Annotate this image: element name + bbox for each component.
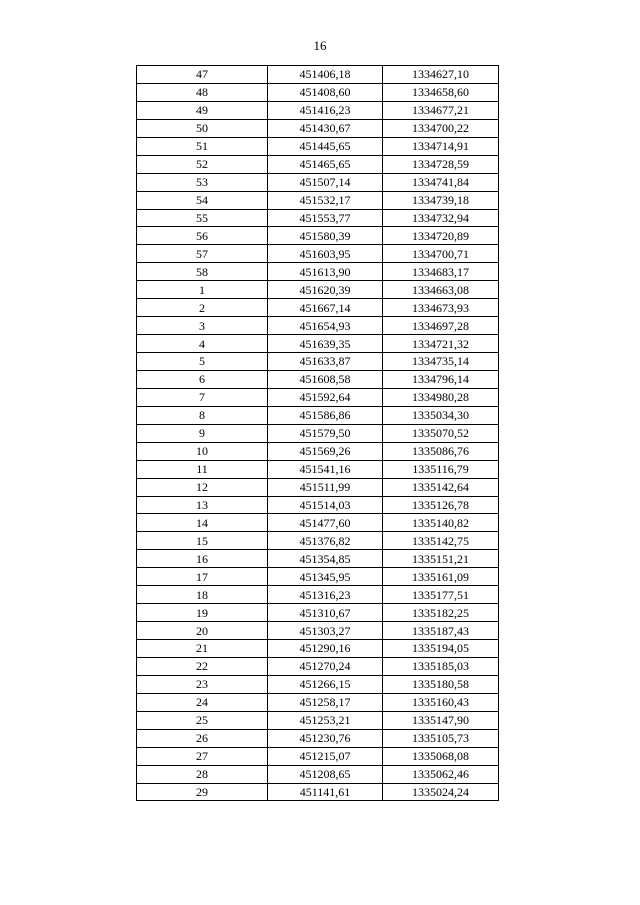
y-coordinate-cell: 1335068,08 (383, 747, 499, 765)
point-number-cell: 8 (137, 406, 268, 424)
table-row (137, 568, 499, 586)
point-number-cell: 57 (137, 245, 268, 263)
x-coordinate-cell: 451290,16 (268, 640, 383, 658)
y-coordinate-cell: 1335024,24 (383, 783, 499, 801)
x-coordinate-cell: 451633,87 (268, 353, 383, 371)
x-coordinate-cell: 451445,65 (268, 137, 383, 155)
point-number-cell: 49 (137, 101, 268, 119)
y-coordinate-cell: 1335160,43 (383, 693, 499, 711)
y-coordinate-cell: 1335147,90 (383, 711, 499, 729)
y-coordinate-cell: 1335126,78 (383, 496, 499, 514)
x-coordinate-cell: 451345,95 (268, 568, 383, 586)
table-row (137, 693, 499, 711)
x-coordinate-cell: 451586,86 (268, 406, 383, 424)
y-coordinate-cell: 1335194,05 (383, 640, 499, 658)
y-coordinate-cell: 1334700,22 (383, 119, 499, 137)
table-row (137, 353, 499, 371)
point-number-cell: 29 (137, 783, 268, 801)
x-coordinate-cell: 451667,14 (268, 299, 383, 317)
x-coordinate-cell: 451620,39 (268, 281, 383, 299)
x-coordinate-cell: 451579,50 (268, 424, 383, 442)
point-number-cell: 1 (137, 281, 268, 299)
table-row (137, 604, 499, 622)
y-coordinate-cell: 1334739,18 (383, 191, 499, 209)
y-coordinate-cell: 1335086,76 (383, 442, 499, 460)
x-coordinate-cell: 451514,03 (268, 496, 383, 514)
table-row (137, 711, 499, 729)
x-coordinate-cell: 451592,64 (268, 388, 383, 406)
y-coordinate-cell: 1335070,52 (383, 424, 499, 442)
point-number-cell: 28 (137, 765, 268, 783)
x-coordinate-cell: 451511,99 (268, 478, 383, 496)
point-number-cell: 25 (137, 711, 268, 729)
table-row (137, 622, 499, 640)
x-coordinate-cell: 451354,85 (268, 550, 383, 568)
x-coordinate-cell: 451406,18 (268, 66, 383, 84)
point-number-cell: 4 (137, 335, 268, 353)
y-coordinate-cell: 1335180,58 (383, 675, 499, 693)
point-number-cell: 15 (137, 532, 268, 550)
x-coordinate-cell: 451270,24 (268, 657, 383, 675)
y-coordinate-cell: 1334697,28 (383, 317, 499, 335)
point-number-cell: 6 (137, 370, 268, 388)
point-number-cell: 17 (137, 568, 268, 586)
table-row (137, 747, 499, 765)
y-coordinate-cell: 1335182,25 (383, 604, 499, 622)
y-coordinate-cell: 1334796,14 (383, 370, 499, 388)
table-row (137, 424, 499, 442)
x-coordinate-cell: 451408,60 (268, 83, 383, 101)
table-row (137, 173, 499, 191)
table-row (137, 729, 499, 747)
table-row (137, 640, 499, 658)
point-number-cell: 23 (137, 675, 268, 693)
coordinates-table-body (137, 66, 499, 801)
x-coordinate-cell: 451580,39 (268, 227, 383, 245)
table-row (137, 370, 499, 388)
y-coordinate-cell: 1335187,43 (383, 622, 499, 640)
point-number-cell: 13 (137, 496, 268, 514)
page-number: 16 (313, 38, 327, 53)
table-row (137, 460, 499, 478)
point-number-cell: 58 (137, 263, 268, 281)
x-coordinate-cell: 451613,90 (268, 263, 383, 281)
x-coordinate-cell: 451215,07 (268, 747, 383, 765)
x-coordinate-cell: 451465,65 (268, 155, 383, 173)
x-coordinate-cell: 451569,26 (268, 442, 383, 460)
table-row (137, 263, 499, 281)
y-coordinate-cell: 1335105,73 (383, 729, 499, 747)
x-coordinate-cell: 451654,93 (268, 317, 383, 335)
point-number-cell: 10 (137, 442, 268, 460)
point-number-cell: 52 (137, 155, 268, 173)
x-coordinate-cell: 451253,21 (268, 711, 383, 729)
table-row (137, 335, 499, 353)
table-row (137, 532, 499, 550)
point-number-cell: 5 (137, 353, 268, 371)
y-coordinate-cell: 1334663,08 (383, 281, 499, 299)
x-coordinate-cell: 451258,17 (268, 693, 383, 711)
y-coordinate-cell: 1334728,59 (383, 155, 499, 173)
point-number-cell: 9 (137, 424, 268, 442)
point-number-cell: 11 (137, 460, 268, 478)
y-coordinate-cell: 1335140,82 (383, 514, 499, 532)
y-coordinate-cell: 1335034,30 (383, 406, 499, 424)
point-number-cell: 22 (137, 657, 268, 675)
y-coordinate-cell: 1334714,91 (383, 137, 499, 155)
table-row (137, 101, 499, 119)
table-row (137, 586, 499, 604)
table-row (137, 478, 499, 496)
point-number-cell: 47 (137, 66, 268, 84)
y-coordinate-cell: 1335116,79 (383, 460, 499, 478)
point-number-cell: 18 (137, 586, 268, 604)
y-coordinate-cell: 1335062,46 (383, 765, 499, 783)
y-coordinate-cell: 1334735,14 (383, 353, 499, 371)
y-coordinate-cell: 1334980,28 (383, 388, 499, 406)
x-coordinate-cell: 451603,95 (268, 245, 383, 263)
x-coordinate-cell: 451430,67 (268, 119, 383, 137)
point-number-cell: 2 (137, 299, 268, 317)
table-row (137, 675, 499, 693)
table-row (137, 317, 499, 335)
y-coordinate-cell: 1334732,94 (383, 209, 499, 227)
table-row (137, 155, 499, 173)
table-row (137, 83, 499, 101)
x-coordinate-cell: 451507,14 (268, 173, 383, 191)
x-coordinate-cell: 451553,77 (268, 209, 383, 227)
table-row (137, 119, 499, 137)
table-row (137, 550, 499, 568)
table-row (137, 406, 499, 424)
table-row (137, 191, 499, 209)
y-coordinate-cell: 1334741,84 (383, 173, 499, 191)
table-row (137, 299, 499, 317)
table-row (137, 442, 499, 460)
point-number-cell: 48 (137, 83, 268, 101)
table-row (137, 388, 499, 406)
x-coordinate-cell: 451376,82 (268, 532, 383, 550)
table-row (137, 514, 499, 532)
x-coordinate-cell: 451416,23 (268, 101, 383, 119)
point-number-cell: 7 (137, 388, 268, 406)
y-coordinate-cell: 1335142,75 (383, 532, 499, 550)
y-coordinate-cell: 1334627,10 (383, 66, 499, 84)
point-number-cell: 19 (137, 604, 268, 622)
x-coordinate-cell: 451303,27 (268, 622, 383, 640)
point-number-cell: 51 (137, 137, 268, 155)
point-number-cell: 54 (137, 191, 268, 209)
table-row (137, 783, 499, 801)
point-number-cell: 27 (137, 747, 268, 765)
table-row (137, 66, 499, 84)
y-coordinate-cell: 1334658,60 (383, 83, 499, 101)
point-number-cell: 24 (137, 693, 268, 711)
y-coordinate-cell: 1334721,32 (383, 335, 499, 353)
table-row (137, 209, 499, 227)
table-row (137, 137, 499, 155)
point-number-cell: 3 (137, 317, 268, 335)
y-coordinate-cell: 1335185,03 (383, 657, 499, 675)
x-coordinate-cell: 451532,17 (268, 191, 383, 209)
table-row (137, 657, 499, 675)
x-coordinate-cell: 451316,23 (268, 586, 383, 604)
x-coordinate-cell: 451310,67 (268, 604, 383, 622)
y-coordinate-cell: 1335161,09 (383, 568, 499, 586)
x-coordinate-cell: 451230,76 (268, 729, 383, 747)
y-coordinate-cell: 1335177,51 (383, 586, 499, 604)
point-number-cell: 21 (137, 640, 268, 658)
point-number-cell: 50 (137, 119, 268, 137)
point-number-cell: 20 (137, 622, 268, 640)
y-coordinate-cell: 1334700,71 (383, 245, 499, 263)
point-number-cell: 14 (137, 514, 268, 532)
x-coordinate-cell: 451477,60 (268, 514, 383, 532)
point-number-cell: 12 (137, 478, 268, 496)
y-coordinate-cell: 1334683,17 (383, 263, 499, 281)
x-coordinate-cell: 451141,61 (268, 783, 383, 801)
point-number-cell: 56 (137, 227, 268, 245)
table-row (137, 281, 499, 299)
y-coordinate-cell: 1334677,21 (383, 101, 499, 119)
x-coordinate-cell: 451639,35 (268, 335, 383, 353)
coordinates-table (136, 65, 499, 801)
y-coordinate-cell: 1335142,64 (383, 478, 499, 496)
table-row (137, 227, 499, 245)
y-coordinate-cell: 1334673,93 (383, 299, 499, 317)
x-coordinate-cell: 451208,65 (268, 765, 383, 783)
x-coordinate-cell: 451266,15 (268, 675, 383, 693)
y-coordinate-cell: 1335151,21 (383, 550, 499, 568)
x-coordinate-cell: 451541,16 (268, 460, 383, 478)
y-coordinate-cell: 1334720,89 (383, 227, 499, 245)
point-number-cell: 55 (137, 209, 268, 227)
x-coordinate-cell: 451608,58 (268, 370, 383, 388)
table-row (137, 765, 499, 783)
point-number-cell: 26 (137, 729, 268, 747)
table-row (137, 496, 499, 514)
point-number-cell: 16 (137, 550, 268, 568)
point-number-cell: 53 (137, 173, 268, 191)
table-row (137, 245, 499, 263)
